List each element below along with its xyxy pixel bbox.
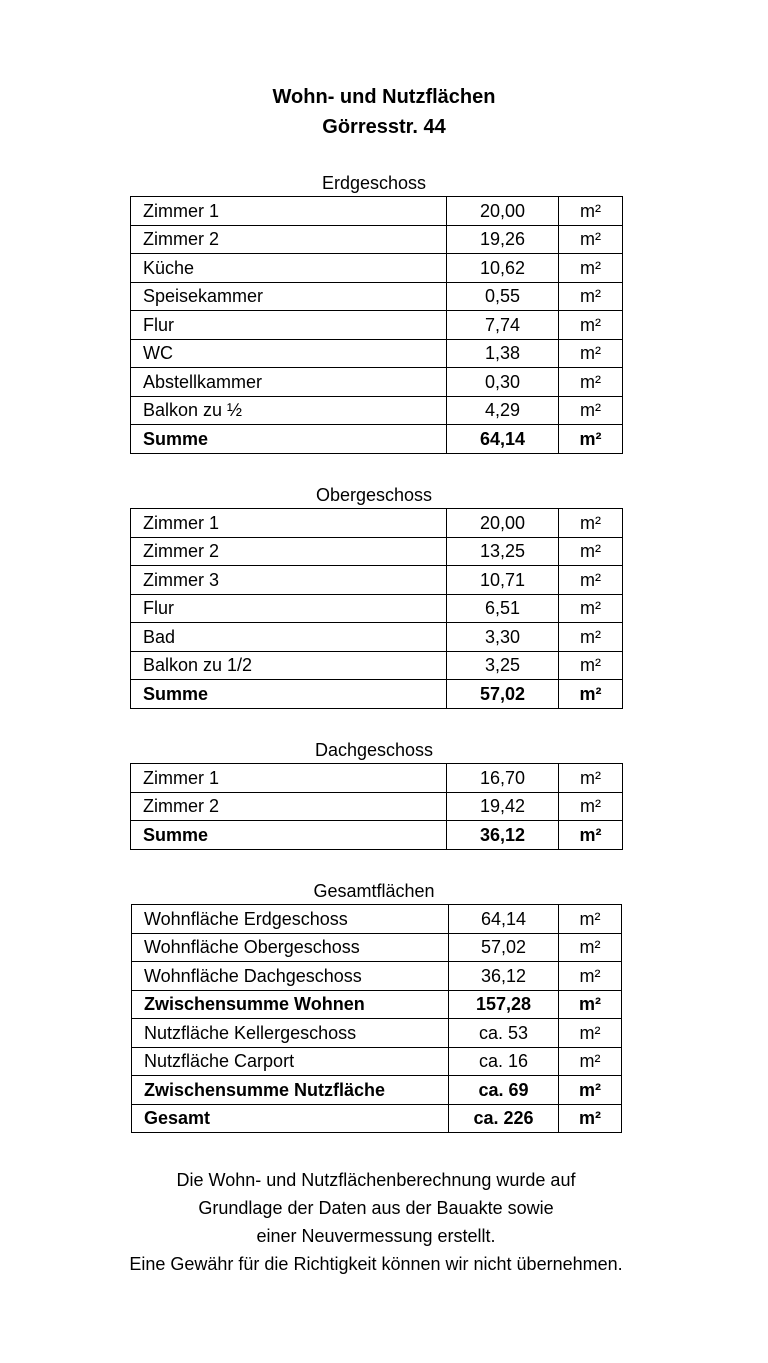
room-name-cell: Wohnfläche Erdgeschoss xyxy=(132,905,449,934)
table-row xyxy=(131,311,623,340)
room-name-cell: Zimmer 2 xyxy=(131,792,447,821)
table-row xyxy=(131,594,623,623)
table-row xyxy=(131,764,623,793)
area-unit-cell: m² xyxy=(559,905,622,934)
area-value-cell: ca. 226 xyxy=(449,1104,559,1133)
area-unit-cell: m² xyxy=(559,368,623,397)
room-name-cell: Wohnfläche Dachgeschoss xyxy=(132,962,449,991)
disclaimer-line: einer Neuvermessung erstellt. xyxy=(256,1226,496,1246)
room-name-cell: Zimmer 2 xyxy=(131,537,447,566)
table-row-sum xyxy=(132,1104,622,1133)
area-unit-cell: m² xyxy=(559,680,623,709)
room-name-cell: Flur xyxy=(131,594,447,623)
area-value-cell: 16,70 xyxy=(447,764,559,793)
room-name-cell: Summe xyxy=(131,821,447,850)
area-unit-cell: m² xyxy=(559,821,623,850)
table-row xyxy=(131,225,623,254)
room-name-cell: Zimmer 1 xyxy=(131,197,447,226)
area-unit-cell: m² xyxy=(559,962,622,991)
area-unit-cell: m² xyxy=(559,1076,622,1105)
room-name-cell: Balkon zu 1/2 xyxy=(131,651,447,680)
area-value-cell: 0,55 xyxy=(447,282,559,311)
room-name-cell: Zimmer 1 xyxy=(131,509,447,538)
caption-erdgeschoss: Erdgeschoss xyxy=(321,173,427,193)
area-unit-cell: m² xyxy=(559,396,623,425)
area-value-cell: 4,29 xyxy=(447,396,559,425)
room-name-cell: Zimmer 1 xyxy=(131,764,447,793)
table-row xyxy=(132,905,622,934)
area-unit-cell: m² xyxy=(559,623,623,652)
table-row xyxy=(131,254,623,283)
area-value-cell: 64,14 xyxy=(449,905,559,934)
area-value-cell: ca. 16 xyxy=(449,1047,559,1076)
area-unit-cell: m² xyxy=(559,282,623,311)
table-row xyxy=(132,1047,622,1076)
table-gesamtflaechen xyxy=(131,904,622,1133)
table-row-sum xyxy=(132,990,622,1019)
disclaimer-line: Eine Gewähr für die Richtigkeit können wir nicht übernehmen. xyxy=(129,1254,623,1274)
table-row xyxy=(131,566,623,595)
area-unit-cell: m² xyxy=(559,764,623,793)
area-unit-cell: m² xyxy=(559,566,623,595)
area-unit-cell: m² xyxy=(559,537,623,566)
room-name-cell: Nutzfläche Kellergeschoss xyxy=(132,1019,449,1048)
room-name-cell: Summe xyxy=(131,425,447,454)
table-row xyxy=(131,623,623,652)
area-value-cell: 1,38 xyxy=(447,339,559,368)
area-unit-cell: m² xyxy=(559,425,623,454)
table-row xyxy=(131,792,623,821)
area-unit-cell: m² xyxy=(559,1019,622,1048)
disclaimer-line: Die Wohn- und Nutzflächenberechnung wurde auf xyxy=(176,1170,576,1190)
area-unit-cell: m² xyxy=(559,990,622,1019)
room-name-cell: Gesamt xyxy=(132,1104,449,1133)
area-unit-cell: m² xyxy=(559,197,623,226)
table-row-sum xyxy=(131,821,623,850)
caption-obergeschoss: Obergeschoss xyxy=(315,485,433,505)
area-unit-cell: m² xyxy=(559,311,623,340)
table-row xyxy=(132,962,622,991)
area-value-cell: 13,25 xyxy=(447,537,559,566)
table-row xyxy=(132,1019,622,1048)
table-row xyxy=(131,537,623,566)
table-row xyxy=(131,509,623,538)
area-unit-cell: m² xyxy=(559,651,623,680)
area-value-cell: 6,51 xyxy=(447,594,559,623)
caption-dachgeschoss: Dachgeschoss xyxy=(314,740,434,760)
room-name-cell: Wohnfläche Obergeschoss xyxy=(132,933,449,962)
table-dachgeschoss xyxy=(130,763,623,850)
area-value-cell: 20,00 xyxy=(447,197,559,226)
area-unit-cell: m² xyxy=(559,1104,622,1133)
table-erdgeschoss xyxy=(130,196,623,454)
area-unit-cell: m² xyxy=(559,225,623,254)
document-title: Wohn- und Nutzflächen xyxy=(272,86,496,108)
area-value-cell: 57,02 xyxy=(449,933,559,962)
area-value-cell: 157,28 xyxy=(449,990,559,1019)
area-value-cell: 57,02 xyxy=(447,680,559,709)
table-row xyxy=(131,197,623,226)
room-name-cell: Küche xyxy=(131,254,447,283)
area-unit-cell: m² xyxy=(559,1047,622,1076)
room-name-cell: Bad xyxy=(131,623,447,652)
table-row-sum xyxy=(131,425,623,454)
room-name-cell: Zwischensumme Wohnen xyxy=(132,990,449,1019)
area-unit-cell: m² xyxy=(559,509,623,538)
table-row xyxy=(132,933,622,962)
room-name-cell: Nutzfläche Carport xyxy=(132,1047,449,1076)
area-value-cell: 0,30 xyxy=(447,368,559,397)
area-value-cell: 36,12 xyxy=(449,962,559,991)
area-unit-cell: m² xyxy=(559,933,622,962)
table-row xyxy=(131,339,623,368)
table-obergeschoss xyxy=(130,508,623,709)
room-name-cell: Balkon zu ½ xyxy=(131,396,447,425)
area-value-cell: 19,26 xyxy=(447,225,559,254)
area-value-cell: 3,30 xyxy=(447,623,559,652)
room-name-cell: Speisekammer xyxy=(131,282,447,311)
area-value-cell: ca. 69 xyxy=(449,1076,559,1105)
table-row xyxy=(131,396,623,425)
area-value-cell: 7,74 xyxy=(447,311,559,340)
room-name-cell: Zimmer 2 xyxy=(131,225,447,254)
room-name-cell: Abstellkammer xyxy=(131,368,447,397)
area-unit-cell: m² xyxy=(559,594,623,623)
area-value-cell: 20,00 xyxy=(447,509,559,538)
document-address: Görresstr. 44 xyxy=(322,116,446,138)
table-row xyxy=(131,368,623,397)
room-name-cell: Zwischensumme Nutzfläche xyxy=(132,1076,449,1105)
room-name-cell: Flur xyxy=(131,311,447,340)
caption-gesamtflaechen: Gesamtflächen xyxy=(313,881,435,901)
table-row xyxy=(131,651,623,680)
disclaimer-note xyxy=(0,1166,752,1278)
area-value-cell: 10,62 xyxy=(447,254,559,283)
room-name-cell: Summe xyxy=(131,680,447,709)
area-value-cell: 19,42 xyxy=(447,792,559,821)
area-value-cell: 3,25 xyxy=(447,651,559,680)
area-unit-cell: m² xyxy=(559,339,623,368)
table-row xyxy=(131,282,623,311)
room-name-cell: Zimmer 3 xyxy=(131,566,447,595)
area-value-cell: 36,12 xyxy=(447,821,559,850)
room-name-cell: WC xyxy=(131,339,447,368)
area-value-cell: ca. 53 xyxy=(449,1019,559,1048)
table-row-sum xyxy=(132,1076,622,1105)
area-value-cell: 64,14 xyxy=(447,425,559,454)
table-row-sum xyxy=(131,680,623,709)
area-unit-cell: m² xyxy=(559,254,623,283)
disclaimer-line: Grundlage der Daten aus der Bauakte sowie xyxy=(198,1198,554,1218)
area-unit-cell: m² xyxy=(559,792,623,821)
area-value-cell: 10,71 xyxy=(447,566,559,595)
